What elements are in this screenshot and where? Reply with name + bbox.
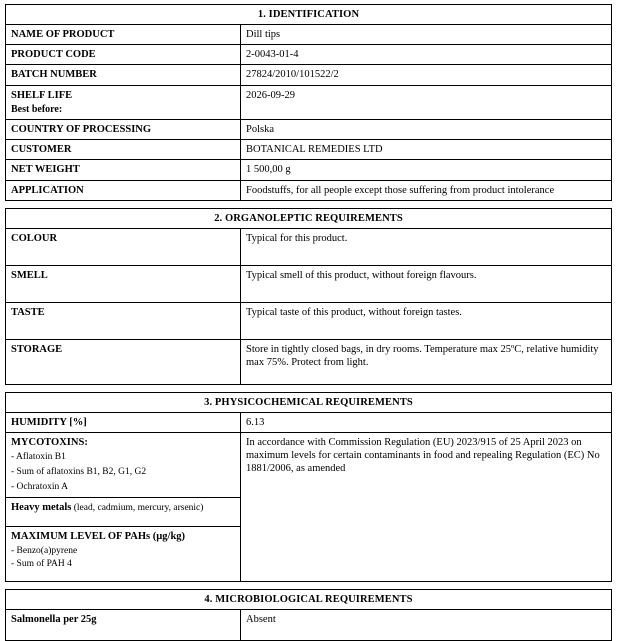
table-row	[6, 160, 612, 180]
mycotoxins-heading: MYCOTOXINS:	[11, 437, 88, 448]
row-label-name-of-product: NAME OF PRODUCT	[6, 25, 241, 45]
mycotoxins-item-sum-aflatoxins: - Sum of aflatoxins B1, B2, G1, G2	[11, 467, 147, 477]
row-label-humidity: HUMIDITY [%]	[6, 412, 241, 432]
row-label-pahs	[6, 527, 241, 582]
row-label-batch-number: BATCH NUMBER	[6, 65, 241, 85]
row-value-batch-number: 27824/2010/101522/2	[241, 65, 612, 85]
shelf-life-sublabel: Best before:	[11, 103, 63, 115]
row-value-colour: Typical for this product.	[241, 228, 612, 265]
table-row	[6, 140, 612, 160]
section-header-row	[6, 208, 612, 228]
row-label-product-code: PRODUCT CODE	[6, 45, 241, 65]
row-value-product-code: 2-0043-01-4	[241, 45, 612, 65]
row-label-salmonella: Salmonella per 25g	[6, 610, 241, 641]
row-label-storage: STORAGE	[6, 339, 241, 384]
row-label-mycotoxins	[6, 433, 241, 498]
table-row	[6, 180, 612, 200]
row-value-storage: Store in tightly closed bags, in dry rooms. Temperature max 25ºC, relative humidity max 75%. Protect from light.	[241, 339, 612, 384]
table-row	[6, 412, 612, 432]
table-row	[6, 65, 612, 85]
row-value-customer: BOTANICAL REMEDIES LTD	[241, 140, 612, 160]
mycotoxins-item-aflatoxin-b1: - Aflatoxin B1	[11, 452, 66, 463]
row-value-net-weight: 1 500,00 g	[241, 160, 612, 180]
pahs-heading: MAXIMUM LEVEL OF PAHs (µg/kg)	[11, 531, 186, 542]
row-value-smell: Typical smell of this product, without foreign flavours.	[241, 265, 612, 302]
section-header-row	[6, 590, 612, 610]
section-title-organoleptic: 2. ORGANOLEPTIC REQUIREMENTS	[6, 208, 612, 228]
row-label-heavy-metals	[6, 498, 241, 527]
shelf-life-label: SHELF LIFE	[11, 89, 73, 101]
table-row	[6, 265, 612, 302]
section-header-row	[6, 392, 612, 412]
pahs-item-sum-pah-4: - Sum of PAH 4	[11, 559, 72, 569]
section-microbiological-table	[5, 589, 612, 641]
row-label-smell: SMELL	[6, 265, 241, 302]
row-value-salmonella: Absent	[241, 610, 612, 641]
section-header-row	[6, 5, 612, 25]
table-row	[6, 228, 612, 265]
table-row	[6, 433, 612, 498]
physicochemical-regulation-value: In accordance with Commission Regulation (EU) 2023/915 of 25 April 2023 on maximum levels for certain contaminants in food and repealing Regulation (EC) No 1881/2006, as amended	[241, 433, 612, 582]
row-label-taste: TASTE	[6, 302, 241, 339]
section-identification-table	[5, 4, 612, 201]
table-row	[6, 25, 612, 45]
table-row	[6, 302, 612, 339]
row-label-customer: CUSTOMER	[6, 140, 241, 160]
section-physicochemical-table	[5, 392, 612, 582]
section-title-identification: 1. IDENTIFICATION	[6, 5, 612, 25]
row-label-application: APPLICATION	[6, 180, 241, 200]
row-label-country-of-processing: COUNTRY OF PROCESSING	[6, 120, 241, 140]
section-organoleptic-table	[5, 208, 612, 385]
row-label-shelf-life	[6, 85, 241, 120]
row-label-colour: COLOUR	[6, 228, 241, 265]
table-row	[6, 610, 612, 641]
section-title-microbiological: 4. MICROBIOLOGICAL REQUIREMENTS	[6, 590, 612, 610]
row-value-humidity: 6.13	[241, 412, 612, 432]
row-value-country-of-processing: Polska	[241, 120, 612, 140]
table-row	[6, 339, 612, 384]
heavy-metals-detail: (lead, cadmium, mercury, arsenic)	[71, 503, 204, 513]
table-row	[6, 85, 612, 120]
mycotoxins-item-ochratoxin-a: - Ochratoxin A	[11, 481, 68, 492]
pahs-item-benzoapyrene: - Benzo(a)pyrene	[11, 546, 78, 557]
section-title-physicochemical: 3. PHYSICOCHEMICAL REQUIREMENTS	[6, 392, 612, 412]
row-label-net-weight: NET WEIGHT	[6, 160, 241, 180]
row-value-application: Foodstuffs, for all people except those suffering from product intolerance	[241, 180, 612, 200]
row-value-taste: Typical taste of this product, without foreign tastes.	[241, 302, 612, 339]
table-row	[6, 45, 612, 65]
heavy-metals-heading: Heavy metals	[11, 502, 72, 513]
table-row	[6, 120, 612, 140]
row-value-name-of-product: Dill tips	[241, 25, 612, 45]
row-value-shelf-life: 2026-09-29	[241, 85, 612, 120]
